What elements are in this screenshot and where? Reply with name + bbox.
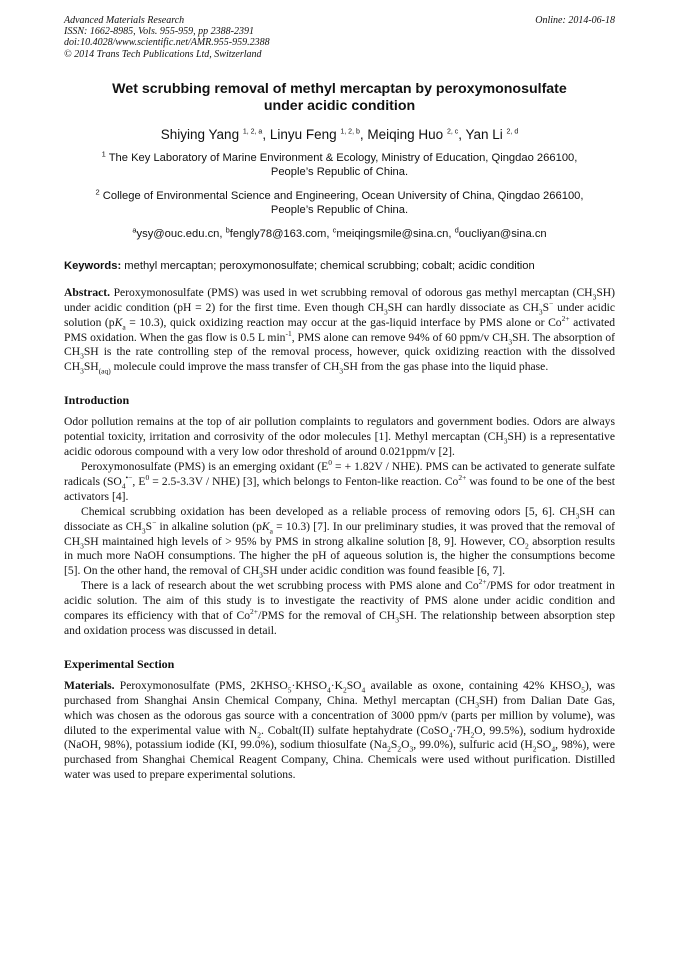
affiliation-text: College of Environmental Science and Engineering, Ocean University of China, Qingdao 266100,	[102, 189, 584, 202]
title-line-2: under acidic condition	[263, 97, 416, 114]
section-heading-introduction: Introduction	[64, 393, 130, 408]
title-line-1: Wet scrubbing removal of methyl mercaptan by peroxymonosulfate	[112, 80, 567, 97]
materials-paragraph: Materials. Peroxymonosulfate (PMS, $2KHSO_5\cdot KHSO_4\cdot K_2SO_4$ available as oxone, containing 42% $KHSO_5$), was purchased from Shanghai Ansin Chemical Company, China. Methyl mercaptan $(CH_3SH)$ from Dalian Date Gas, which was chosen as the odorous gas source with a concentration of 3000 ppm/v (parts per million by volume), was diluted to the experimental value with $N_2$. Cobalt(II) sulfate heptahydrate ($CoSO_4\cdot 7H_2O$, 99.5%), sodium hydroxide (NaOH, 98%), potassium iodide (KI, 99.0%), sodium thiosulfate ($Na_2S_2O_3$, 99.0%), sulfuric acid ($H_2SO_4$, 98%), were purchased from Shanghai Chemical Reagent Company, China. Chemicals were used without purification. Distilled water was used to prepare experimental solutions.	[64, 678, 616, 782]
author-name: Meiqing Huo	[367, 126, 444, 142]
affiliation-text: People’s Republic of China.	[270, 203, 409, 216]
paper-title	[64, 81, 615, 115]
affiliation-text: People’s Republic of China.	[270, 165, 409, 178]
intro-paragraph-1: Odor pollution remains at the top of air pollution complaints to regulators and government bodies. Odors are always potential toxicity, irritation and corrosivity of the odor molecules [1]. Methyl mercaptan $(CH_3SH)$ is a representative acidic odorous compound with a very low odor threshold of around 0.021ppm/v [2].	[64, 415, 615, 459]
journal-name: Advanced Materials Research	[64, 15, 185, 26]
author-name: Linyu Feng	[269, 126, 337, 142]
intro-paragraph-4: There is a lack of research about the wet scrubbing process with PMS alone and $Co^{2+}$/PMS for odor treatment in acidic solution. The aim of this study is to investigate the reactivity of PMS alone under acidic condition and compares its efficiency with that of $Co^{2+}$/PMS for the removal of $CH_3SH$. The relationship between absorption step and oxidation process was discussed in detail.	[64, 577, 615, 637]
affiliation-number: 2	[95, 187, 100, 197]
email-address[interactable]: ysy@ouc.edu.cn,	[136, 227, 226, 240]
email-address[interactable]: meiqingsmile@sina.cn,	[336, 227, 455, 240]
author-separator: ,	[262, 126, 270, 142]
email-marker: d	[454, 225, 459, 235]
online-date: Online: 2014-06-18	[535, 15, 615, 26]
affiliation-text: The Key Laboratory of Marine Environment & Ecology, Ministry of Education, Qingdao 266100,	[108, 151, 578, 164]
author-name: Yan Li	[465, 126, 503, 142]
author-emails	[64, 225, 615, 240]
keywords-text: methyl mercaptan; peroxymonosulfate; chemical scrubbing; cobalt; acidic condition	[121, 259, 535, 272]
author-affiliation-marker: 1, 2, a	[242, 128, 263, 136]
author-list	[64, 127, 615, 143]
affiliation-2	[64, 189, 615, 217]
abstract-paragraph: Abstract. Peroxymonosulfate (PMS) was used in wet scrubbing removal of odorous gas methyl mercaptan $(CH_3SH)$ under acidic condition (pH = 2) for the first time. Even though $CH_3SH$ can hardly dissociate as $CH_3S^-$ under acidic solution $(pK_a = 10.3)$, quick oxidizing reaction may occur at the gas-liquid interface by PMS alone or $Co^{2+}$ activated PMS oxidation. When the gas flow is 0.5 L $\min^{-1}$, PMS alone can remove 94% of 60 ppm/v $CH_3SH$. The absorption of $CH_3SH$ is the rate controlling step of the removal process, however, quick oxidizing reaction with the dissolved $CH_3SH_{(aq)}$ molecule could improve the mass transfer of $CH_3SH$ from the gas phase into the liquid phase.	[64, 285, 616, 376]
abstract-label: Abstract.	[64, 285, 111, 299]
page-content	[64, 15, 615, 783]
author-affiliation-marker: 2, d	[506, 128, 519, 136]
author-separator: ,	[359, 126, 368, 142]
section-heading-experimental: Experimental Section	[64, 656, 175, 671]
affiliation-number: 1	[101, 149, 106, 159]
journal-header	[64, 15, 615, 60]
author-separator: ,	[458, 126, 466, 142]
materials-label: Materials.	[64, 678, 115, 692]
author-affiliation-marker: 1, 2, b	[340, 128, 360, 136]
email-marker: a	[132, 225, 137, 235]
journal-issn: ISSN: 1662-8985, Vols. 955-959, pp 2388-2391	[64, 26, 254, 38]
email-marker: b	[225, 225, 230, 235]
email-address[interactable]: oucliyan@sina.cn	[458, 227, 547, 240]
keywords-label: Keywords:	[64, 259, 122, 272]
intro-paragraph-2: Peroxymonosulfate (PMS) is an emerging oxidant ($E^0$ = + 1.82V / NHE). PMS can be activated to generate sulfate radicals ($SO_4^{•-}$, $E^0 = 2.5-3.3V / NHE$) [3], which belongs to Fenton-like reaction. $Co^{2+}$ was found to be one of the best activators [4].	[64, 458, 616, 503]
affiliation-1	[64, 151, 615, 179]
email-address[interactable]: fengly78@163.com,	[229, 227, 333, 240]
journal-doi: doi:10.4028/www.scientific.net/AMR.955-959.2388	[64, 37, 270, 49]
author-name: Shiying Yang	[160, 126, 240, 142]
author-affiliation-marker: 2, c	[446, 128, 459, 136]
email-marker: c	[332, 225, 337, 235]
keywords	[64, 260, 615, 272]
intro-paragraph-3: Chemical scrubbing oxidation has been developed as a reliable process of removing odors [5, 6]. $CH_3SH$ can dissociate as $CH_3S^-$ in alkaline solution $(pK_a = 10.3)$ [7]. In our preliminary studies, it was proved that the removal of $CH_3SH$ maintained high levels of > 95% by PMS in strong alkaline solution [8, 9]. However, $CO_2$ absorption results in much more NaOH consumptions. The higher the pH of aqueous solution is, the higher the consumptions become [5]. On the other hand, the removal of $CH_3SH$ under acidic condition was found feasible [6, 7].	[64, 504, 616, 580]
journal-copyright: © 2014 Trans Tech Publications Ltd, Switzerland	[64, 48, 262, 60]
